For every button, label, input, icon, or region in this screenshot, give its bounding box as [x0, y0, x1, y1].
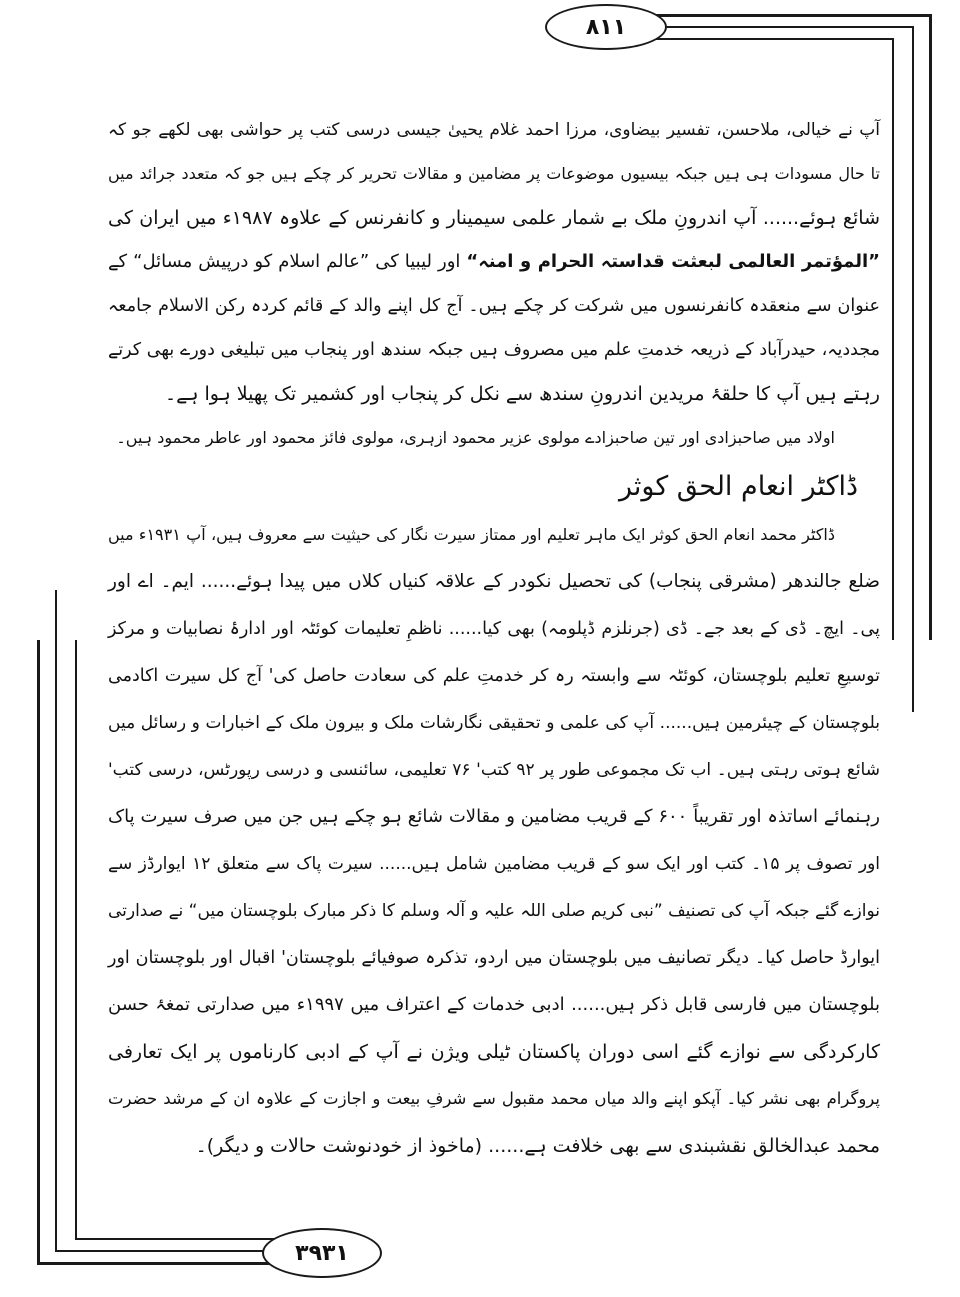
text-line: اور تصوف پر ۱۵۔ کتب اور ایک سو کے قریب مضامین شامل ہیں...... سیرت پاک سے متعلق ۱۲ ایوارڈز سے [108, 854, 881, 874]
left-border-inner [75, 640, 77, 1240]
text-line: محمد عبدالخالق نقشبندی سے بھی خلافت ہے...... (ماخوذ از خودنوشت حالات و دیگر)۔ [195, 1135, 880, 1157]
page-number-bottom: ۳۹۳۱ [262, 1228, 382, 1278]
text-line: پروگرام بھی نشر کیا۔ آپکو اپنے والد میاں محمد مقبول سے شرفِ بیعت و اجازت کے علاوہ ان کے مرشد حضرت [108, 1089, 880, 1108]
text-line: تا حال مسودات ہی ہیں جبکہ بیسیوں موضوعات پر مضامین و مقالات تحریر کر چکے ہیں جو کہ متعدد جرائد میں [108, 164, 880, 183]
page-number-top: ۸۱۱ [545, 4, 667, 50]
text-line: رہتے ہیں آپ کا حلقۂ مریدین اندرونِ سندھ سے نکل کر پنجاب اور کشمیر تک پھیلا ہوا ہے۔ [165, 383, 880, 405]
text-line: مجددیہ، حیدرآباد کے ذریعہ خدمتِ علم میں مصروف ہیں جبکہ سندھ اور پنجاب میں تبلیغی دورے بھی کرتے [108, 340, 880, 360]
text-line: رہنمائے اساتذہ اور تقریباً ۶۰۰ کے قریب مضامین و مقالات شائع ہو چکے ہیں جن میں صرف سیرت پاک [108, 806, 881, 827]
top-border-inner [640, 38, 894, 40]
text-line: ضلع جالندھر (مشرقی پنجاب) کی تحصیل نکودر کے علاقہ کنیاں کلاں میں پیدا ہوئے...... ایم۔ اے اور [108, 571, 880, 592]
section-heading: ڈاکٹر انعام الحق کوثر [618, 471, 858, 502]
text-line: ایوارڈ حاصل کیا۔ دیگر تصانیف میں بلوچستان میں اردو، تذکرہ صوفیائے بلوچستان' اقبال اور بلوچستان اور [108, 948, 880, 968]
text-line: عنوان سے منعقدہ کانفرنسوں میں شرکت کر چکے ہیں۔ آج کل اپنے والد کے قائم کردہ رکن الاسلام جامعہ [108, 296, 880, 316]
text-segment: اور لیبیا کی ”عالم اسلام کو درپیش مسائل“ کے [108, 251, 467, 272]
text-line: شائع ہوتی رہتی ہیں۔ اب تک مجموعی طور پر ۹۲ کتب' ۷۶ تعلیمی، سائنسی و درسی رپورٹس، درسی کتب' [108, 760, 880, 780]
right-border-inner [892, 38, 894, 640]
top-border-outer [640, 14, 932, 17]
text-line: پی۔ ایچ۔ ڈی کے بعد جے۔ ڈی (جرنلزم ڈپلومہ) بھی کیا...... ناظمِ تعلیمات کوئٹہ اور ادارۂ نصابیات و مرکز [108, 619, 880, 639]
right-border-outer [929, 14, 932, 640]
left-border-middle [55, 590, 57, 1252]
text-line: بلوچستان میں فارسی قابل ذکر ہیں...... ادبی خدمات کے اعتراف میں ۱۹۹۷ء میں صدارتی تمغۂ حسن [108, 994, 880, 1015]
right-border-middle [912, 26, 914, 712]
bottom-border-inner [75, 1238, 285, 1240]
text-line: ڈاکٹر محمد انعام الحق کوثر ایک ماہر تعلیم اور ممتاز سیرت نگار کی حیثیت سے معروف ہیں، آپ ۱۹۳۱ء میں [108, 525, 835, 544]
text-line [108, 247, 880, 277]
text-line: نوازے گئے جبکہ آپ کی تصنیف ”نبی کریم صلی اللہ علیہ و آلہ وسلم کا ذکر مبارک بلوچستان میں“ نے صدارتی [107, 901, 880, 921]
bottom-border-outer [37, 1262, 287, 1265]
text-line: آپ نے خیالی، ملاحسن، تفسیر بیضاوی، مرزا احمد غلام یحییٰ جیسی درسی کتب پر حواشی بھی لکھے جو کہ [108, 120, 880, 140]
text-line: اولاد میں صاحبزادی اور تین صاحبزادے مولوی عزیر محمود ازہری، مولوی فائز محمود اور عاطر محمود ہیں۔ [116, 428, 835, 447]
text-line: شائع ہوئے...... آپ اندرونِ ملک بے شمار علمی سیمینار و کانفرنس کے علاوہ ۱۹۸۷ء میں ایران کی [108, 207, 880, 229]
text-line: کارکردگی سے نوازے گئے اسی دوران پاکستان ٹیلی ویژن نے آپ کے ادبی کارناموں پر ایک تعارفی [108, 1041, 880, 1063]
top-border-middle [650, 26, 914, 28]
text-line: توسیعِ تعلیم بلوچستان، کوئٹہ سے وابستہ رہ کر خدمتِ علم کی سعادت حاصل کی' آج کل سیرت اکادمی [108, 666, 880, 686]
left-border-outer [37, 640, 40, 1265]
conference-title: ”المؤتمر العالمی لبعثت قداستہ الحرام و امنہ“ [466, 251, 880, 272]
bottom-border-middle [55, 1250, 275, 1252]
text-line: بلوچستان کے چیئرمین ہیں...... آپ کی علمی و تحقیقی نگارشات ملک و بیرون ملک کے اخبارات و رسائل میں [108, 713, 880, 733]
